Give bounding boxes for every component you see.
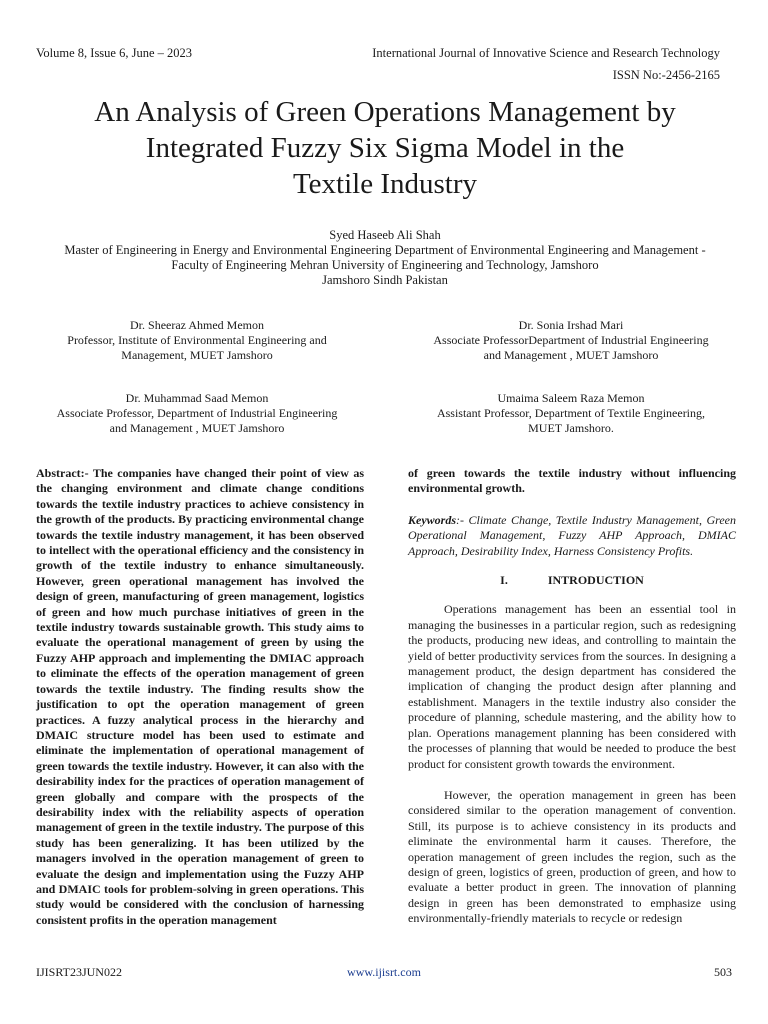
keywords-separator: :- (456, 512, 469, 527)
issn: ISSN No:-2456-2165 (612, 68, 720, 82)
section-heading (408, 573, 736, 588)
main-author-affiliation: Master of Engineering in Energy and Environmental Engineering Department of Environmental Engineering and Management - (64, 243, 706, 257)
keywords-text: Climate Change, Textile Industry Management, Green Operational Management, Fuzzy AHP Approach, DMIAC Approach, Desirability Index, Harness Consistency Profits. (408, 512, 736, 558)
body-paragraph: Operations management has been an essential tool in managing the businesses in a particular region, such as redesigning the products, producing new ideas, and controlling to maintain the yield of better productivity services from the sources. In designing a management product, the design department has considered the implication of changing the product design after planning and establishment. Managers in the textile industry also consider the procedure of planning, schedule mastering, and the ability how to plan. Operations management planning has been considered with the processes of planning that would be needed to produce the best product for consistent growth towards the environment. (408, 602, 736, 771)
paper-title (40, 94, 730, 202)
title-line: An Analysis of Green Operations Management by (94, 96, 676, 128)
section-title: INTRODUCTION (547, 573, 644, 588)
coauthor-affiliation: Assistant Professor, Department of Textile Engineering, (436, 406, 706, 420)
volume-issue: Volume 8, Issue 6, June – 2023 (36, 46, 193, 60)
left-column (36, 466, 364, 928)
abstract-label: Abstract (36, 466, 81, 480)
abstract-continuation: of green towards the textile industry without influencing environmental growth. (408, 466, 736, 496)
main-author-affiliation: Jamshoro Sindh Pakistan (322, 273, 448, 287)
main-author-affiliation: Faculty of Engineering Mehran University of Engineering and Technology, Jamshoro (171, 258, 599, 272)
abstract-text: The companies have changed their point of view as the changing environment and climate change conditions towards the textile industry practices to achieve consistency in the growth of the products. By practicing environmental change towards the textile industry management, it has been observed to intellect with the operational efficiency and the consistency in growth of the textile industry to enhance simultaneously. However, green operational management has involved the design of green, manufacturing of green management, logistics of green and how much purchase initiatives of green in the textile industry towards sustainable growth. This study aims to evaluate the operational management of green by using the Fuzzy AHP approach and implementing the DMIAC approach to eliminate the effects of the operation management of green towards the textile industry. The finding results show the justification to opt the operation management of green practices. A fuzzy analytical process in the hierarchy and DMAIC structure model has been used to estimate and eliminate the implementation of operational management of green towards the textile industry. However, it can also with the desirability index for the practices of operation management of green globally and compare with the prospects of the desirability index with the reliability aspects of operation management of green in the textile industry. The purpose of this study has been generalizing. It has been utilized by the managers involved in the operation management of green to evaluate the design and implementation using the Fuzzy AHP and DMAIC tools for problem-solving in green operations. This study would be considered with the conclusion of harnessing consistent profits in the operation management (36, 466, 364, 927)
coauthor-block (24, 391, 370, 436)
coauthor-block (24, 318, 370, 363)
journal-website: www.ijisrt.com (347, 965, 421, 979)
coauthor-affiliation: MUET Jamshoro. (528, 421, 614, 435)
coauthor-block (398, 318, 744, 363)
page-number: 503 (714, 965, 732, 979)
body-paragraph: However, the operation management in green has been considered similar to the operation management of convention. Still, its purpose is to achieve consistency in its products and eliminate the environmental harm it causes. Therefore, the operation management of green includes the region, such as the design of green, logistics of green, production of green, and how to evaluate a better product in green. The innovation of planning design in green has been demonstrated to emphasize using environmentally-friendly materials to recycle or redesign (408, 787, 736, 926)
section-number: I. (500, 573, 508, 588)
coauthor-name: Dr. Sheeraz Ahmed Memon (130, 318, 264, 332)
abstract-separator: :- (80, 466, 93, 480)
main-author-name: Syed Haseeb Ali Shah (329, 228, 441, 242)
coauthor-name: Umaima Saleem Raza Memon (497, 391, 645, 405)
coauthor-affiliation: Associate ProfessorDepartment of Industrial Engineering (433, 333, 709, 347)
coauthor-affiliation: and Management , MUET Jamshoro (483, 348, 659, 362)
abstract (36, 466, 364, 928)
journal-name: International Journal of Innovative Science and Research Technology (372, 46, 720, 60)
coauthor-name: Dr. Sonia Irshad Mari (518, 318, 624, 332)
coauthor-affiliation: Associate Professor, Department of Industrial Engineering (56, 406, 338, 420)
coauthor-block (398, 391, 744, 436)
coauthor-affiliation: Professor, Institute of Environmental Engineering and (67, 333, 327, 347)
title-line: Textile Industry (292, 168, 477, 200)
coauthor-name: Dr. Muhammad Saad Memon (125, 391, 269, 405)
keywords (408, 513, 736, 559)
coauthor-affiliation: and Management , MUET Jamshoro (109, 421, 285, 435)
title-line: Integrated Fuzzy Six Sigma Model in the (145, 132, 625, 164)
coauthor-affiliation: Management, MUET Jamshoro (121, 348, 273, 362)
main-author-block (20, 228, 750, 288)
keywords-label: Keywords (408, 512, 456, 527)
article-code: IJISRT23JUN022 (36, 965, 122, 979)
right-column (408, 466, 736, 943)
